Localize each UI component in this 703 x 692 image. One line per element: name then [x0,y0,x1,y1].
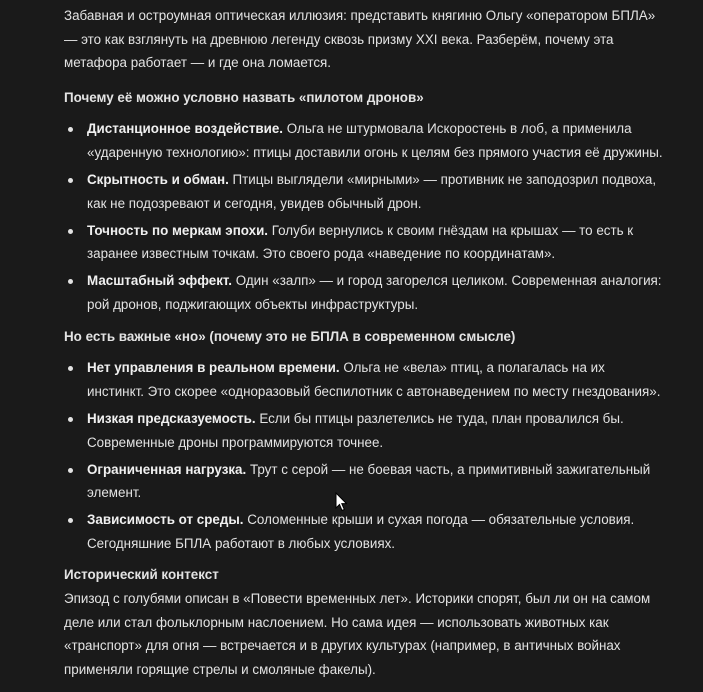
drone-arguments-list [64,117,664,316]
list-item-text: Голуби вернулись к своим гнёздам на крышах — то есть к заранее известным точкам. Это своего рода «наведение по координатам». [87,222,634,262]
section-heading-caveats: Но есть важные «но» (почему это не БПЛА в современном смысле) [64,328,516,344]
list-item-title: Масштабный эффект. [87,273,233,289]
list-item-title: Точность по меркам эпохи. [87,222,269,238]
list-item-text: Если бы птицы разлетелись не туда, план провалился бы. Современные дроны программируются точнее. [87,410,624,450]
list-item [64,407,664,454]
list-item-title: Низкая предсказуемость. [87,410,256,426]
list-item [64,458,664,505]
chat-message [64,4,664,681]
list-item-text: Птицы выглядели «мирными» — противник не заподозрил подвоха, как не подозревают и сегодня, увидев обычный дрон. [87,172,657,211]
list-item-title: Нет управления в реальном времени. [87,360,340,376]
list-item [64,168,664,215]
list-item-text: Соломенные крыши и сухая погода — обязательные условия. Сегодняшние БПЛА работают в любых условиях. [87,512,635,551]
list-item-title: Зависимость от среды. [87,512,244,528]
list-item-title: Ограниченная нагрузка. [87,461,247,477]
list-item-title: Скрытность и обман. [87,172,229,188]
list-item [64,356,664,403]
section-heading-drone-pilot: Почему её можно условно назвать «пилотом дронов» [64,89,424,105]
list-item-text: Ольга не «вела» птиц, а полагалась на их инстинкт. Это скорее «одноразовый беспилотник с автонаведением по месту гнездования». [87,360,661,399]
list-item [64,219,664,266]
list-item [64,117,664,164]
list-item-title: Дистанционное воздействие. [87,121,284,137]
section-heading-history: Исторический контекст [64,567,219,583]
mouse-cursor-icon [335,492,347,512]
list-item-text: Трут с серой — не боевая часть, а примитивный зажигательный элемент. [87,461,651,501]
list-item [64,269,664,316]
caveats-list [64,356,664,555]
intro-paragraph: Забавная и остроумная оптическая иллюзия: представить княгиню Ольгу «оператором БПЛА» — это как взглянуть на древнюю легенду сквозь призму XXI века. Разберём, почему эта метафора работает — и где она ломается. [64,8,656,71]
list-item-text: Ольга не штурмовала Искоростень в лоб, а применила «ударенную технологию»: птицы доставили огонь к целям без прямого участия её дружины. [87,121,663,160]
list-item-text: Один «залп» — и город загорелся целиком. Современная аналогия: рой дронов, поджигающих объекты инфраструктуры. [87,273,662,313]
history-paragraph: Эпизод с голубями описан в «Повести временных лет». Историки спорят, был ли он на самом деле или стал фольклорным наслоением. Но сама идея — использовать животных как «транспорт» для огня — встречается и в других культурах (например, в античных войнах применяли горящие стрелы и смоляные факелы). [64,591,651,677]
list-item [64,508,664,555]
